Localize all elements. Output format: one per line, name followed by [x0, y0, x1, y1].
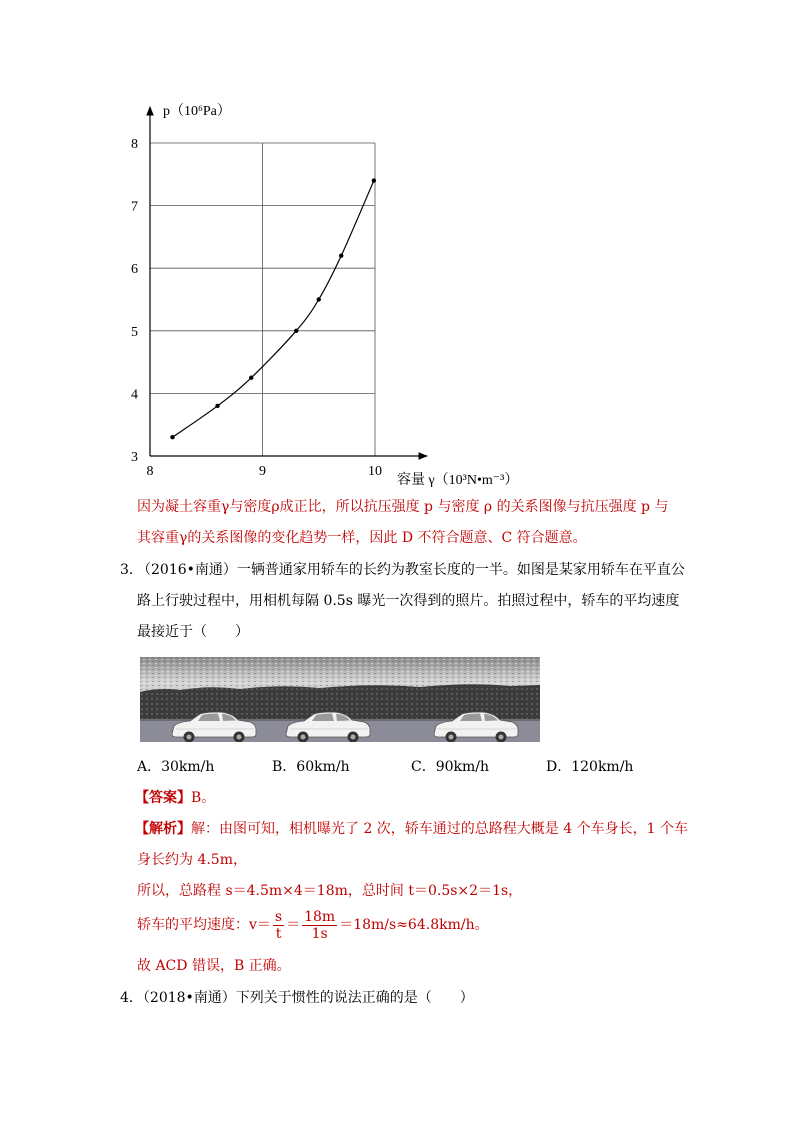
y-tick-label: 3 — [131, 450, 138, 465]
fraction-s-over-t: $\frac{s}{t}$ — [274, 908, 283, 942]
answer-line — [135, 788, 215, 808]
question-3-line-2: 路上行驶过程中，用相机每隔 0.5s 曝光一次得到的照片。拍照过程中，轿车的平均速度 — [137, 593, 680, 609]
y-tick-label: 4 — [131, 387, 138, 403]
x-tick-label: 10 — [368, 464, 382, 479]
data-point — [170, 435, 174, 439]
pressure-density-chart — [130, 95, 550, 495]
option-c: C．90km/h — [411, 759, 490, 775]
chart-grid — [150, 143, 375, 456]
speed-result: ＝18m/s≈64.8km/h。 — [339, 917, 489, 933]
analysis-text-1: 解：由图可知，相机曝光了 2 次，轿车通过的总路程大概是 4 个车身长，1 个车 — [191, 821, 688, 837]
prev-explanation-line-2: 其容重γ的关系图像的变化趋势一样，因此 D 不符合题意、C 符合题意。 — [137, 530, 587, 546]
answer-tag: 【答案】 — [135, 790, 191, 806]
analysis-conclusion: 故 ACD 错误，B 正确。 — [137, 958, 291, 974]
question-3-line-1: （2016•南通）一辆普通家用轿车的长约为教室长度的一半。如图是某家用轿车在平直公 — [137, 562, 685, 578]
prev-explanation-line-1: 因为凝土容重γ与密度ρ成正比，所以抗压强度 p 与密度 ρ 的关系图像与抗压强度 p 与 — [137, 499, 669, 515]
answer-value: B。 — [191, 790, 216, 806]
data-point — [249, 376, 253, 380]
x-tick-label: 9 — [259, 464, 266, 479]
x-tick-label: 8 — [146, 464, 154, 479]
y-axis-label: p（10⁶Pa） — [163, 104, 231, 119]
y-tick-label: 8 — [131, 137, 138, 152]
y-tick-label: 5 — [131, 324, 138, 340]
data-curve — [173, 181, 374, 438]
option-a: A．30km/h — [137, 759, 215, 775]
x-axis-label: 容量 γ（10³N•m⁻³） — [397, 473, 519, 488]
question-3-number: 3． — [120, 562, 143, 578]
question-4: 4．（2018•南通）下列关于惯性的说法正确的是（ ） — [120, 990, 474, 1006]
car-motion-photo — [140, 657, 540, 742]
fraction-18m-over-1s: $\frac{18m}{1s}$ — [304, 908, 336, 942]
analysis-tag: 【解析】 — [135, 821, 191, 837]
question-3-line-3: 最接近于（ ） — [137, 624, 249, 640]
speed-prefix: 轿车的平均速度：v＝ — [137, 917, 271, 933]
analysis-line-3: 所以，总路程 s＝4.5m×4＝18m，总时间 t＝0.5s×2＝1s， — [137, 883, 523, 899]
speed-formula: 轿车的平均速度：v＝ $\frac{s}{t}$ ＝ $\frac{18m}{1s}$ ＝18m/s≈64.8km/h。 — [137, 908, 489, 942]
data-point — [372, 178, 376, 182]
y-tick-label: 6 — [131, 262, 138, 278]
option-d: D．120km/h — [546, 759, 634, 775]
data-point — [317, 297, 321, 301]
option-b: B．60km/h — [272, 759, 350, 775]
data-point — [215, 404, 219, 408]
analysis-line-1 — [135, 819, 688, 839]
analysis-line-2: 身长约为 4.5m， — [137, 852, 247, 868]
y-tick-label: 7 — [131, 199, 138, 215]
data-point — [339, 253, 343, 257]
data-point — [294, 329, 298, 333]
